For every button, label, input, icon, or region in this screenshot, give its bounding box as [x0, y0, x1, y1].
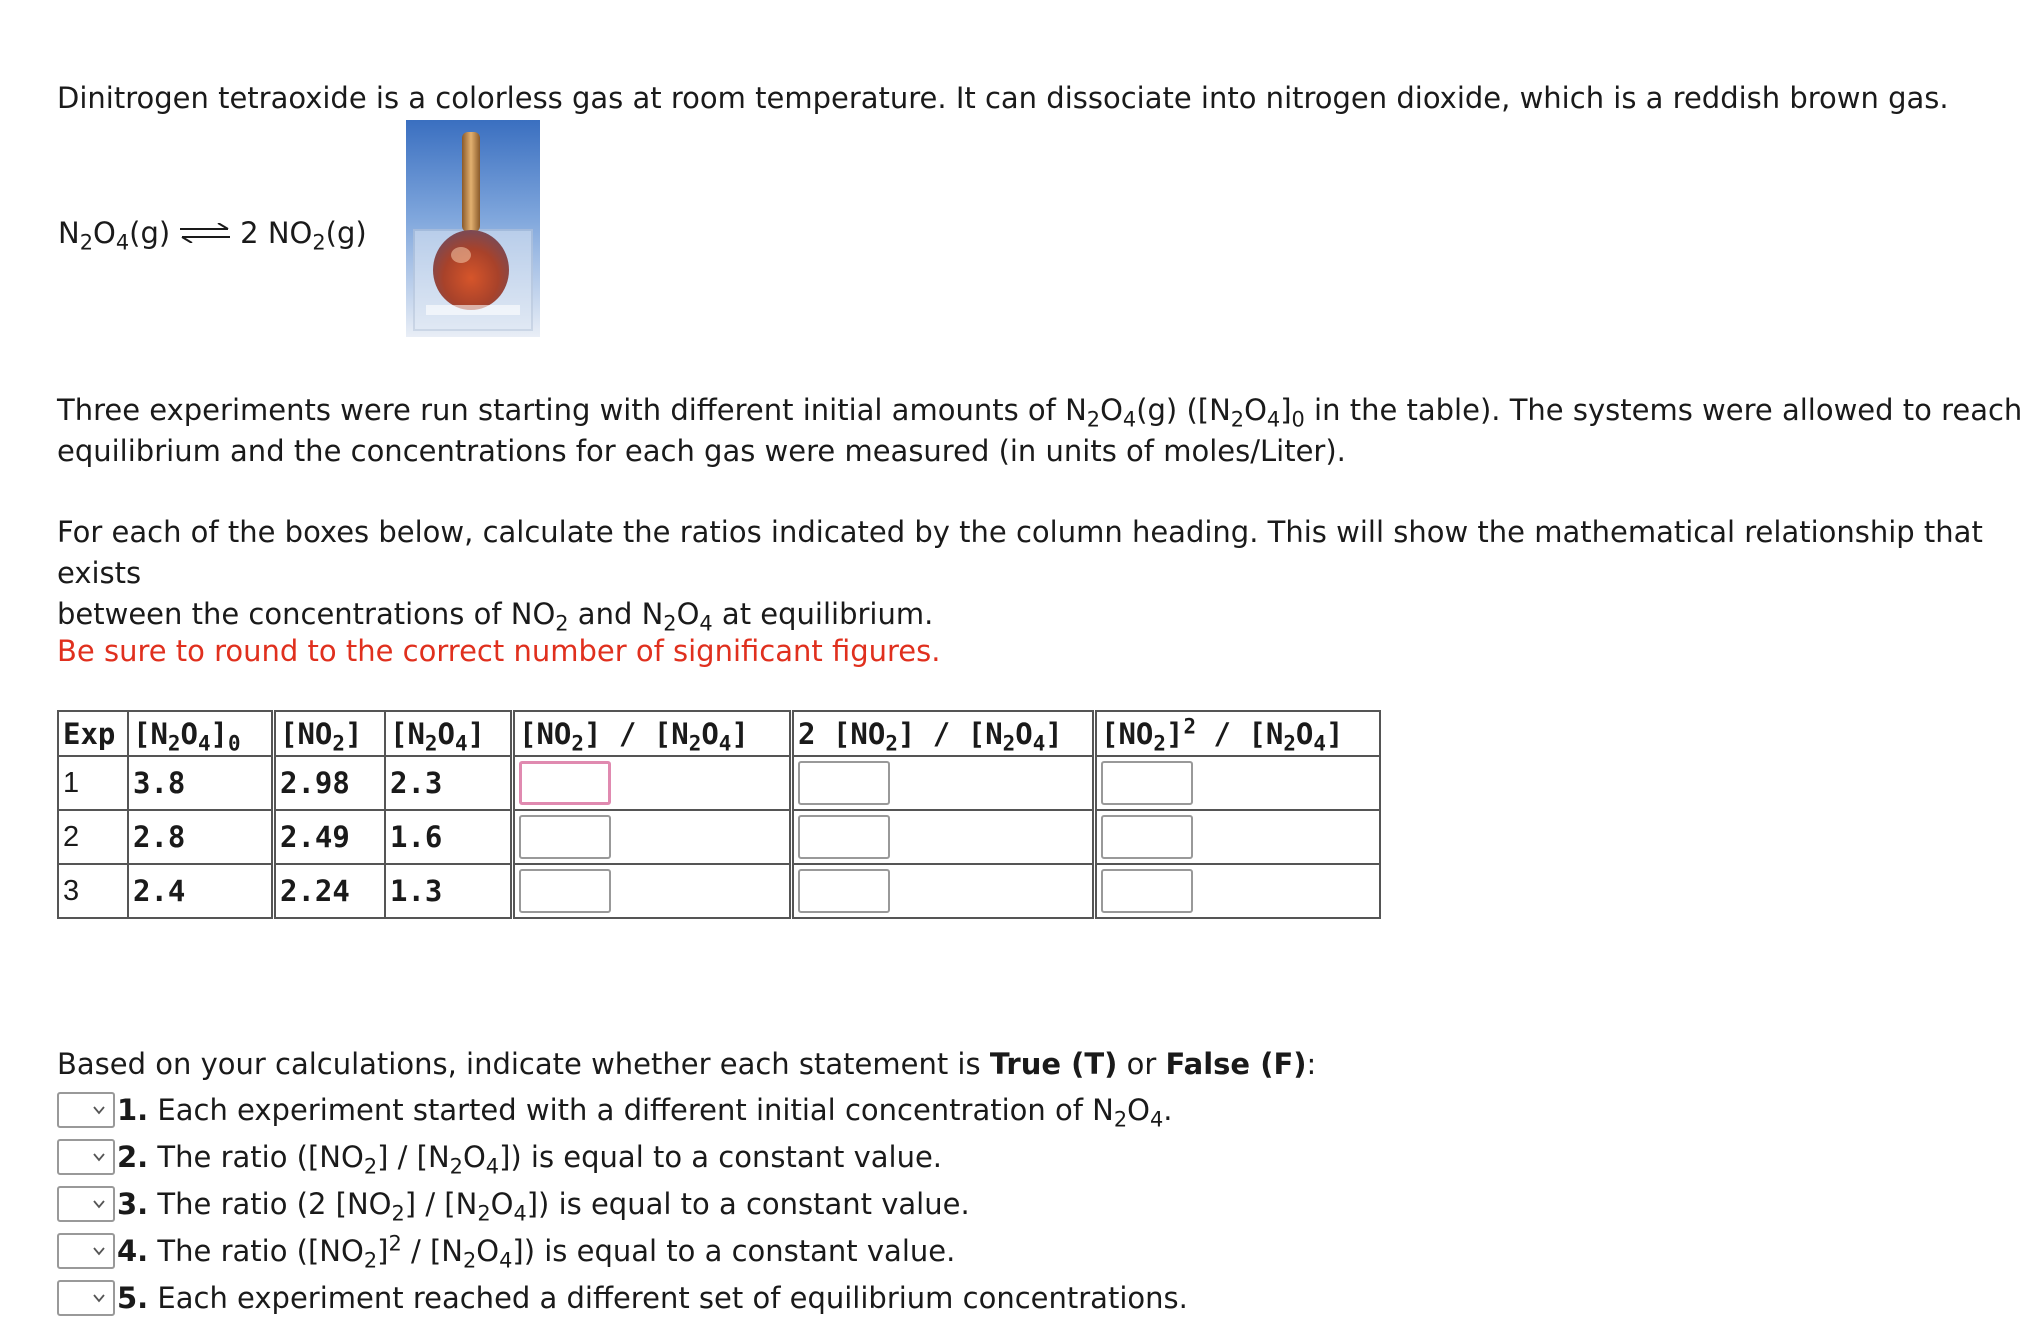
- statements-section: [57, 1043, 1316, 1321]
- equilibrium-equation: [58, 216, 367, 255]
- tf-select-1[interactable]: [57, 1092, 115, 1128]
- cell-ratio-3: [1095, 756, 1381, 810]
- cell-no2: 2.98: [274, 756, 386, 810]
- answer-input-ratio-1-exp-3[interactable]: [519, 869, 611, 913]
- answer-input-ratio-1-exp-2[interactable]: [519, 815, 611, 859]
- chevron-down-icon: [91, 1243, 107, 1259]
- cell-exp: 3: [58, 864, 128, 918]
- table-row: [58, 864, 1380, 918]
- cell-no2: 2.49: [274, 810, 386, 864]
- cell-n2o4: 1.6: [385, 810, 513, 864]
- col-ratio-3: $[NO_2]^2 / [N_2O_4]$: [1095, 711, 1381, 756]
- statement-1: 1. Each experiment started with a different initial concentration of $N_2O_4$.: [57, 1086, 1316, 1133]
- statement-3: 3. The ratio (2 $[NO_2] / [N_2O_4]$) is equal to a constant value.: [57, 1180, 1316, 1227]
- cell-ratio-2: [792, 756, 1095, 810]
- experiments-text: Three experiments were run starting with different initial amounts of $N_2O_4(g)$ ($[N_2O_4]_0$ in the table). The systems were allowed to reach equilibrium and the concentrations for each gas were measured (in units of moles/Liter).: [57, 393, 2023, 468]
- chevron-down-icon: [91, 1196, 107, 1212]
- table-row: [58, 810, 1380, 864]
- cell-n2o4: 1.3: [385, 864, 513, 918]
- answer-input-ratio-3-exp-1[interactable]: [1101, 761, 1193, 805]
- tf-select-4[interactable]: [57, 1233, 115, 1269]
- answer-input-ratio-2-exp-2[interactable]: [798, 815, 890, 859]
- equilibrium-data-table: [57, 710, 1381, 919]
- col-ratio-1: $[NO_2] / [N_2O_4]$: [513, 711, 792, 756]
- answer-input-ratio-2-exp-3[interactable]: [798, 869, 890, 913]
- cell-ratio-1: [513, 756, 792, 810]
- cell-exp: 2: [58, 810, 128, 864]
- intro-text: Dinitrogen tetraoxide is a colorless gas at room temperature. It can dissociate into nitrogen dioxide, which is a reddish brown gas.: [57, 81, 1949, 115]
- chevron-down-icon: [91, 1102, 107, 1118]
- cell-n2o4-initial: 3.8: [128, 756, 274, 810]
- answer-input-ratio-3-exp-2[interactable]: [1101, 815, 1193, 859]
- equation-left: $N_2O_4(g)$: [58, 216, 171, 255]
- cell-ratio-2: [792, 810, 1095, 864]
- cell-exp: 1: [58, 756, 128, 810]
- instructions-text: For each of the boxes below, calculate the ratios indicated by the column heading. This will show the mathematical relationship that exists between the concentrations of $NO_2$ and $N_2O_4$ at equilibrium.: [57, 515, 1983, 636]
- col-n2o4: $[N_2O_4]$: [385, 711, 513, 756]
- cell-n2o4-initial: 2.8: [128, 810, 274, 864]
- cell-no2: 2.24: [274, 864, 386, 918]
- statements-intro: Based on your calculations, indicate whether each statement is True (T) or False (F):: [57, 1047, 1317, 1081]
- col-n2o4-initial: $[N_2O_4]_0$: [128, 711, 274, 756]
- cell-n2o4: 2.3: [385, 756, 513, 810]
- answer-input-ratio-3-exp-3[interactable]: [1101, 869, 1193, 913]
- cell-ratio-1: [513, 864, 792, 918]
- col-no2: $[NO_2]$: [274, 711, 386, 756]
- answer-input-ratio-2-exp-1[interactable]: [798, 761, 890, 805]
- cell-ratio-3: [1095, 864, 1381, 918]
- statement-5: 5. Each experiment reached a different set of equilibrium concentrations.: [57, 1274, 1316, 1321]
- cell-ratio-3: [1095, 810, 1381, 864]
- col-exp: Exp: [58, 711, 128, 756]
- statement-2: 2. The ratio $([NO_2] / [N_2O_4])$ is equal to a constant value.: [57, 1133, 1316, 1180]
- sig-fig-warning: Be sure to round to the correct number of significant figures.: [57, 634, 941, 668]
- answer-input-ratio-1-exp-1[interactable]: [519, 761, 611, 805]
- table-row: [58, 756, 1380, 810]
- col-ratio-2: 2 $[NO_2] / [N_2O_4]$: [792, 711, 1095, 756]
- chevron-down-icon: [91, 1149, 107, 1165]
- tf-select-3[interactable]: [57, 1186, 115, 1222]
- equilibrium-arrow-icon: [178, 216, 232, 250]
- equation-right: 2 $NO_2(g)$: [240, 216, 367, 255]
- cell-ratio-2: [792, 864, 1095, 918]
- cell-ratio-1: [513, 810, 792, 864]
- statement-4: 4. The ratio $([NO_2]^2 / [N_2O_4])$ is equal to a constant value.: [57, 1227, 1316, 1274]
- table-header-row: [58, 711, 1380, 756]
- tf-select-2[interactable]: [57, 1139, 115, 1175]
- flask-in-beaker-image: [406, 120, 540, 337]
- cell-n2o4-initial: 2.4: [128, 864, 274, 918]
